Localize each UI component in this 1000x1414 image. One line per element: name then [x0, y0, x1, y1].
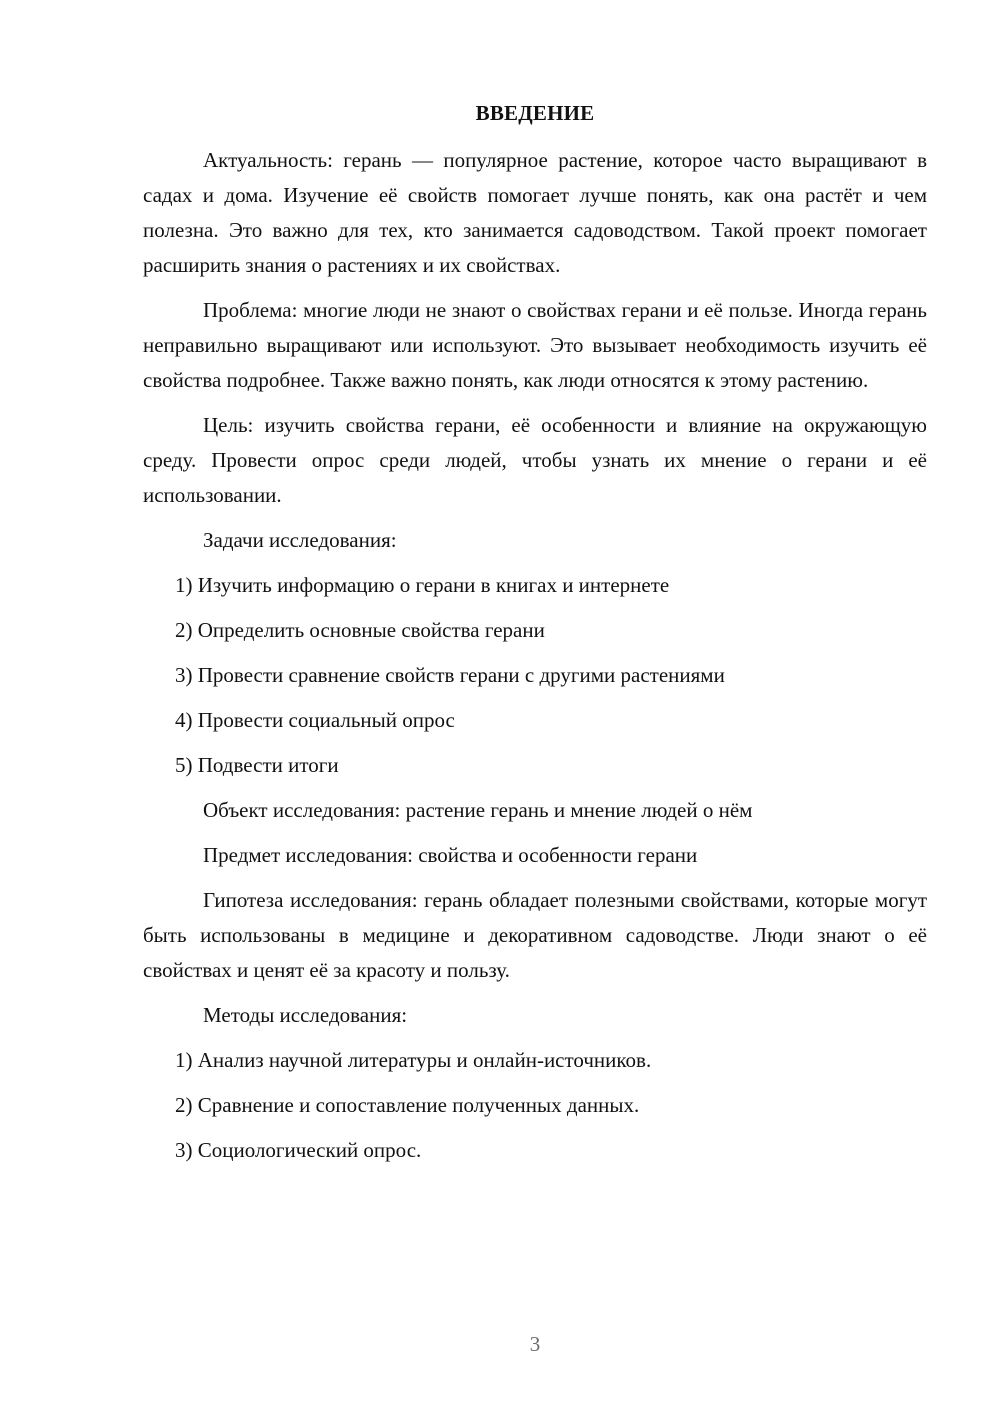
list-item: 2) Определить основные свойства герани	[175, 618, 545, 642]
tasks-list	[143, 568, 927, 783]
page-content	[143, 96, 927, 1178]
problem-paragraph: Проблема: многие люди не знают о свойствах герани и её пользе. Иногда герань неправильно выращивают или используют. Это вызывает необходимость изучить её свойства подробнее. Также важно понять, как люди относятся к этому растению.	[143, 298, 927, 392]
list-item: 3) Провести сравнение свойств герани с другими растениями	[175, 663, 725, 687]
relevance-paragraph: Актуальность: герань — популярное растение, которое часто выращивают в садах и дома. Изучение её свойств помогает лучше понять, как она растёт и чем полезна. Это важно для тех, кто занимается садоводством. Такой проект помогает расширить знания о растениях и их свойствах.	[143, 148, 927, 277]
list-item: 1) Анализ научной литературы и онлайн-источников.	[175, 1048, 652, 1072]
list-item: 3) Социологический опрос.	[175, 1138, 422, 1162]
subject-line: Предмет исследования: свойства и особенности герани	[203, 843, 698, 867]
object-line: Объект исследования: растение герань и мнение людей о нём	[203, 798, 753, 822]
list-item: 1) Изучить информацию о герани в книгах и интернете	[175, 573, 670, 597]
section-title: ВВЕДЕНИЕ	[475, 101, 595, 125]
methods-heading: Методы исследования:	[203, 1003, 408, 1027]
methods-list	[143, 1043, 927, 1168]
list-item: 5) Подвести итоги	[175, 753, 339, 777]
list-item: 2) Сравнение и сопоставление полученных данных.	[175, 1093, 640, 1117]
goal-paragraph: Цель: изучить свойства герани, её особенности и влияние на окружающую среду. Провести опрос среди людей, чтобы узнать их мнение о герани и её использовании.	[143, 413, 927, 507]
page-number: 3	[529, 1332, 541, 1356]
tasks-heading: Задачи исследования:	[203, 528, 397, 552]
list-item: 4) Провести социальный опрос	[175, 708, 455, 732]
hypothesis-paragraph: Гипотеза исследования: герань обладает полезными свойствами, которые могут быть использованы в медицине и декоративном садоводстве. Люди знают о её свойствах и ценят её за красоту и пользу.	[143, 888, 927, 982]
